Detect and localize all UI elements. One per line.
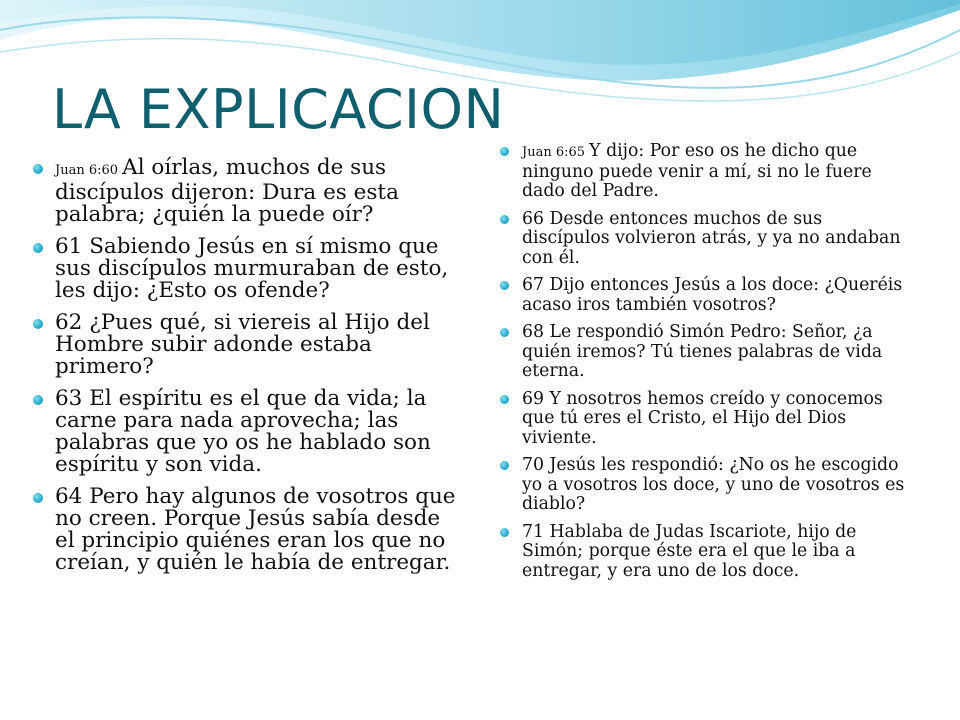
verse-reference: Juan 6:65 — [522, 145, 590, 160]
list-item — [33, 312, 458, 378]
verse-text: 66 Desde entonces muchos de sus discípulos volvieron atrás, y ya no andaban con él. — [522, 208, 901, 268]
bullet-icon — [500, 328, 509, 337]
slide-title: LA EXPLICACION — [52, 78, 505, 141]
bullet-icon — [500, 281, 509, 290]
verse-text: 63 El espíritu es el que da vida; la carne para nada aprovecha; las palabras que yo os he hablado son espíritu y son vida. — [55, 386, 431, 477]
verse-text: 70 Jesús les respondió: ¿No os he escogido yo a vosotros los doce, y uno de vosotros es diablo? — [522, 455, 905, 514]
bullet-icon — [33, 493, 43, 503]
list-item — [500, 276, 910, 315]
verse-text: Al oírlas, muchos de sus discípulos dijeron: Dura es esta palabra; ¿quién la puede oír? — [55, 155, 399, 227]
verse-text: 61 Sabiendo Jesús en sí mismo que sus discípulos murmuraban de esto, les dijo: ¿Esto os ofende? — [55, 234, 449, 303]
bullet-icon — [33, 164, 43, 174]
bullet-icon — [33, 243, 43, 253]
left-verse-list — [33, 157, 458, 584]
list-item — [500, 390, 910, 449]
bullet-icon — [500, 215, 509, 224]
verse-text: 68 Le respondió Simón Pedro: Señor, ¿a quién iremos? Tú tienes palabras de vida eterna. — [522, 322, 883, 381]
list-item — [33, 388, 458, 476]
list-item — [500, 323, 910, 382]
verse-text: 67 Dijo entonces Jesús a los doce: ¿Queréis acaso iros también vosotros? — [522, 275, 903, 315]
verse-text: Y dijo: Por eso os he dicho que ninguno puede venir a mí, si no le fuere dado del Padre. — [522, 141, 872, 201]
list-item — [500, 456, 910, 515]
list-item — [33, 486, 458, 574]
verse-text: 69 Y nosotros hemos creído y conocemos que tú eres el Cristo, el Hijo del Dios viviente. — [522, 388, 883, 448]
verse-text: 71 Hablaba de Judas Iscariote, hijo de Simón; porque éste era el que le iba a entregar, y era uno de los doce. — [522, 521, 857, 581]
bullet-icon — [500, 395, 509, 404]
list-item — [33, 236, 458, 302]
verse-text: 64 Pero hay algunos de vosotros que no creen. Porque Jesús sabía desde el principio quiénes eran los que no creían, y quién le había de entregar. — [55, 484, 456, 575]
list-item — [500, 210, 910, 269]
verse-reference: Juan 6:60 — [55, 163, 123, 178]
list-item — [500, 523, 910, 582]
list-item — [500, 142, 910, 202]
right-verse-list — [500, 142, 910, 589]
bullet-icon — [500, 461, 509, 470]
bullet-icon — [500, 147, 509, 156]
bullet-icon — [500, 528, 509, 537]
verse-text: 62 ¿Pues qué, si viereis al Hijo del Hombre subir adonde estaba primero? — [55, 310, 430, 379]
bullet-icon — [33, 319, 43, 329]
bullet-icon — [33, 395, 43, 405]
list-item — [33, 157, 458, 226]
